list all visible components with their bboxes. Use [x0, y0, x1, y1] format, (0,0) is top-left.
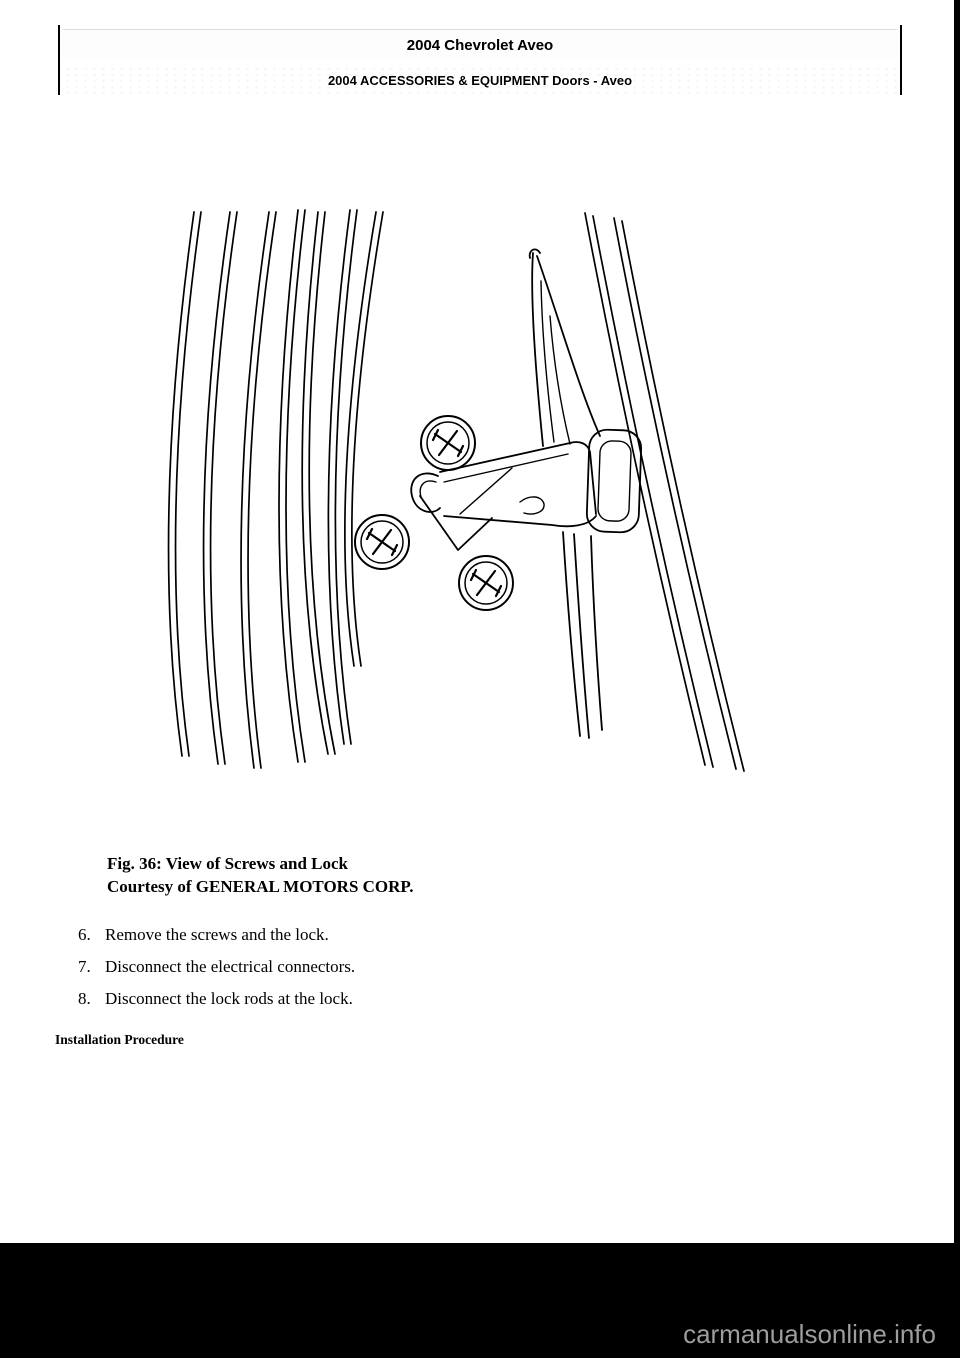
- door-edge-lines: [169, 210, 383, 768]
- step-item: [78, 924, 355, 946]
- screw-icon: [355, 416, 513, 610]
- footer-bar: [0, 1243, 960, 1358]
- step-number: 7.: [78, 957, 91, 976]
- figure-drawing: [122, 196, 778, 808]
- figure-caption: [107, 852, 414, 898]
- watermark-text: carmanualsonline.info: [683, 1319, 936, 1349]
- page-subtitle: 2004 ACCESSORIES & EQUIPMENT Doors - Aveo: [63, 66, 897, 95]
- step-text: Remove the screws and the lock.: [105, 925, 329, 944]
- figure-caption-title: Fig. 36: View of Screws and Lock: [107, 854, 348, 873]
- procedure-steps: [78, 924, 355, 1020]
- figure-caption-credit: Courtesy of GENERAL MOTORS CORP.: [107, 877, 414, 896]
- page-title: 2004 Chevrolet Aveo: [63, 29, 897, 60]
- section-heading: Installation Procedure: [55, 1032, 184, 1047]
- step-number: 6.: [78, 925, 91, 944]
- scan-edge-strip: [954, 0, 960, 1358]
- step-text: Disconnect the lock rods at the lock.: [105, 989, 353, 1008]
- step-number: 8.: [78, 989, 91, 1008]
- door-pillar-lines: [585, 213, 744, 771]
- step-text: Disconnect the electrical connectors.: [105, 957, 356, 976]
- page-header: [58, 25, 902, 95]
- step-item: [78, 988, 355, 1010]
- step-item: [78, 956, 355, 978]
